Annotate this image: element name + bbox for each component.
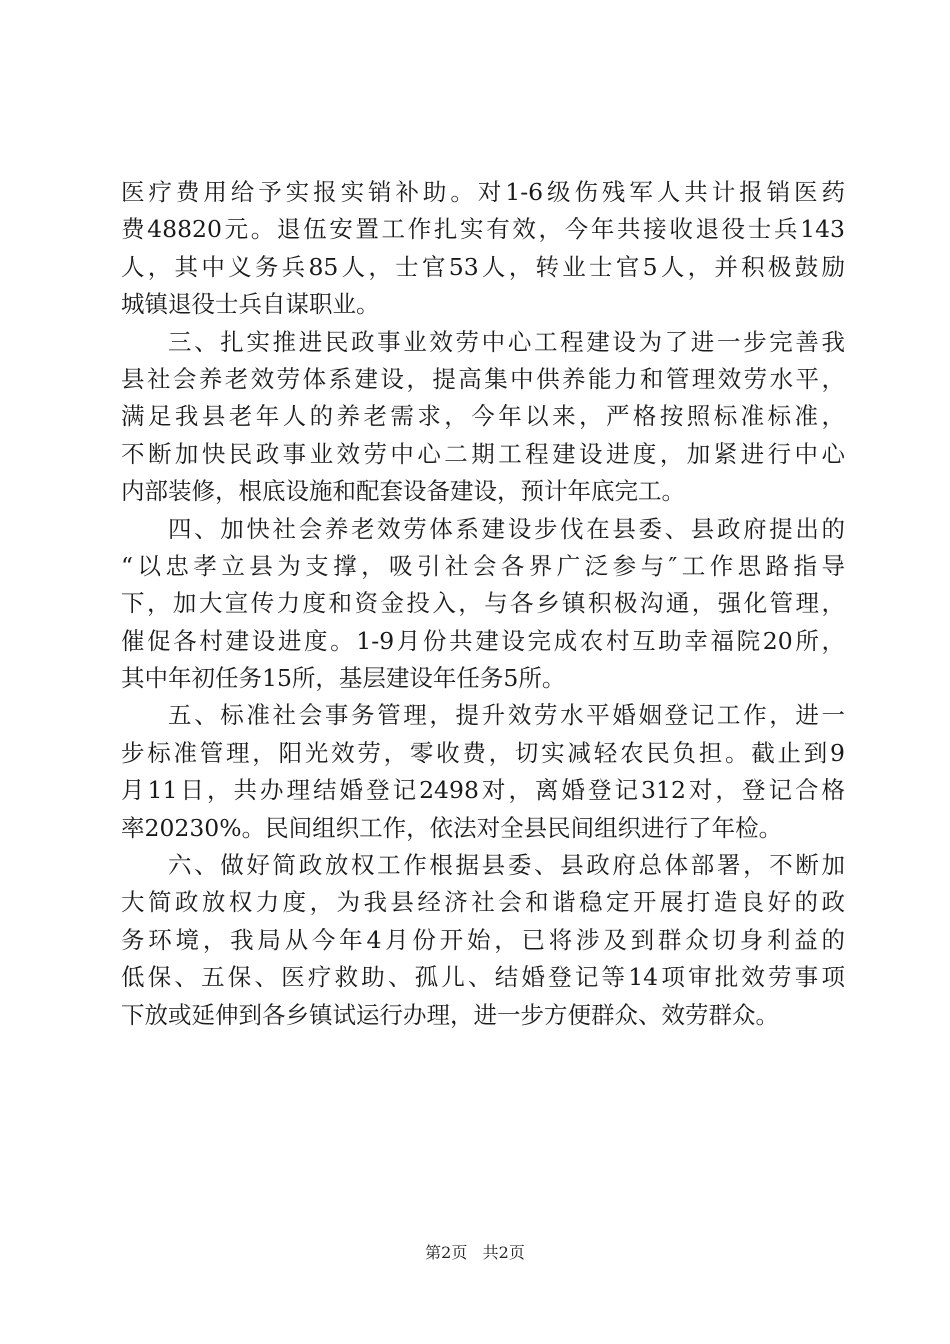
- text-line: 大简政放权力度，为我县经济社会和谐稳定开展打造良好的政: [121, 888, 845, 917]
- text-line: 其中年初任务15所，基层建设年任务5所。: [121, 664, 566, 693]
- text-line: 月11日，共办理结婚登记2498对，离婚登记312对，登记合格: [121, 776, 845, 805]
- text-line: 不断加快民政事业效劳中心二期工程建设进度，加紧进行中心: [121, 439, 845, 468]
- text-line: 催促各村建设进度。1-9月份共建设完成农村互助幸福院20所，: [121, 626, 845, 655]
- text-line: 六、做好简政放权工作根据县委、县政府总体部署，不断加: [168, 851, 845, 880]
- text-line: 满足我县老年人的养老需求，今年以来，严格按照标准标准，: [121, 402, 845, 431]
- text-line: 内部装修，根底设施和配套设备建设，预计年底完工。: [121, 477, 685, 506]
- page-number: 第2页: [425, 1243, 468, 1262]
- text-line: 率20230%。民间组织工作，依法对全县民间组织进行了年检。: [121, 813, 783, 842]
- footer-separator: [472, 1243, 477, 1262]
- text-line: 城镇退役士兵自谋职业。: [121, 290, 380, 319]
- page-footer: [0, 1243, 950, 1263]
- document-body: [121, 174, 845, 1034]
- text-line: 三、扎实推进民政事业效劳中心工程建设为了进一步完善我: [168, 327, 845, 356]
- text-line: 费48820元。退伍安置工作扎实有效，今年共接收退役士兵143: [121, 215, 845, 244]
- text-line: 务环境，我局从今年4月份开始，已将涉及到群众切身利益的: [121, 925, 845, 954]
- text-line: 下，加大宣传力度和资金投入，与各乡镇积极沟通，强化管理，: [121, 589, 845, 618]
- text-line: 五、标准社会事务管理，提升效劳水平婚姻登记工作，进一: [168, 701, 845, 730]
- text-line: 四、加快社会养老效劳体系建设步伐在县委、县政府提出的: [168, 514, 845, 543]
- text-line: 步标准管理，阳光效劳，零收费，切实减轻农民负担。截止到9: [121, 738, 845, 767]
- page-total: 共2页: [482, 1243, 525, 1262]
- text-line: “以忠孝立县为支撑，吸引社会各界广泛参与″工作思路指导: [121, 551, 845, 580]
- text-line: 县社会养老效劳体系建设，提高集中供养能力和管理效劳水平，: [121, 364, 845, 393]
- text-line: 医疗费用给予实报实销补助。对1-6级伤残军人共计报销医药: [121, 178, 845, 206]
- text-line: 低保、五保、医疗救助、孤儿、结婚登记等14项审批效劳事项: [121, 963, 845, 992]
- text-line: 人，其中义务兵85人，士官53人，转业士官5人，并积极鼓励: [121, 252, 845, 281]
- text-line: 下放或延伸到各乡镇试运行办理，进一步方便群众、效劳群众。: [121, 1000, 779, 1029]
